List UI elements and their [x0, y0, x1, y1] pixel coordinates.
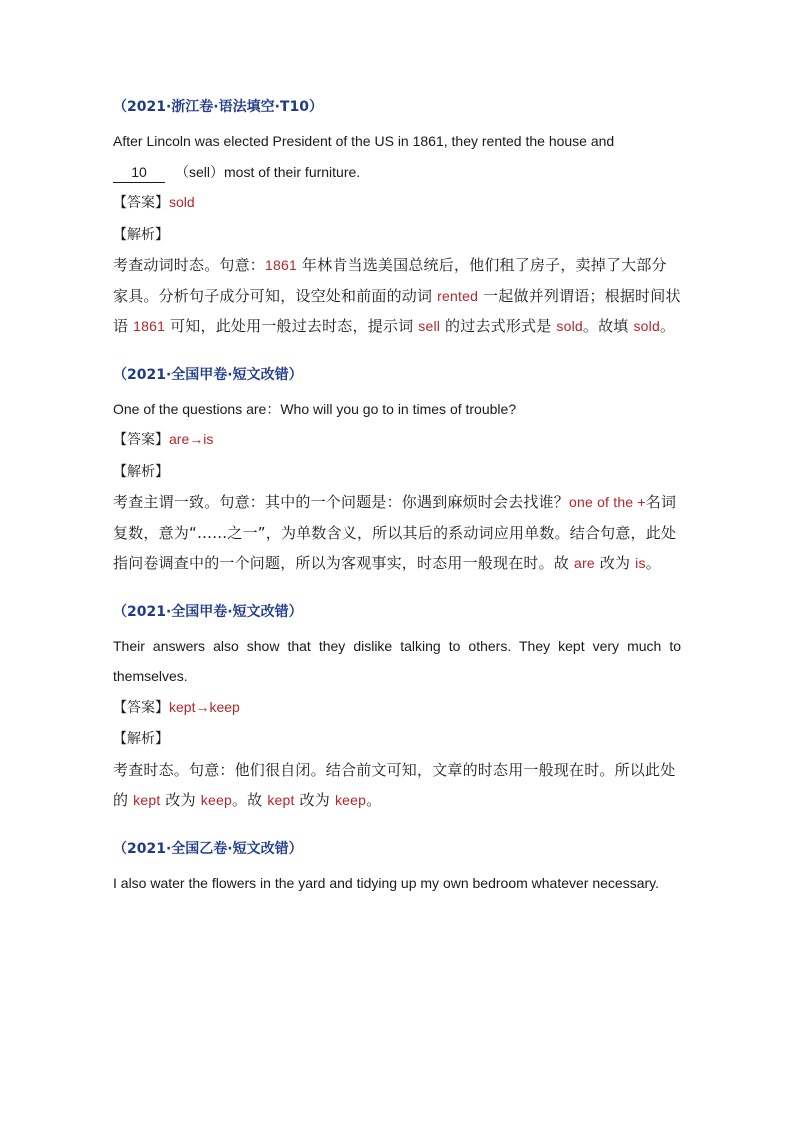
analysis-segment: 。 — [366, 791, 382, 809]
analysis-segment: 名词复数，意为“……之一”，为单数含义，所以其后的系动词应用单数。结合句意，此处指问卷调查中的一个问题，所以为客观事实，时态用一般现在时。故 — [113, 493, 677, 572]
analysis-highlight: 1861 — [133, 318, 166, 334]
analysis-segment: 的过去式形式是 — [440, 317, 557, 335]
analysis-label: 【解析】 — [113, 731, 169, 747]
question-item-4 — [113, 838, 681, 899]
analysis-segment: 。 — [659, 317, 676, 335]
answer-value: sold — [169, 194, 195, 210]
analysis-segment: 考查动词时态。句意： — [113, 256, 266, 274]
question-item-3 — [113, 601, 681, 816]
analysis-highlight: keep — [200, 792, 232, 808]
analysis-label-line — [113, 723, 681, 755]
answer-value: kept→keep — [169, 698, 240, 715]
question-text-continued — [113, 157, 681, 188]
analysis-highlight: is — [635, 555, 646, 571]
question-text: Their answers also show that they dislike talking to others. They kept very much to themselves. — [113, 637, 681, 684]
question-rest: most of their furniture. — [224, 163, 361, 180]
analysis-segment: 。 — [645, 554, 661, 572]
answer-label: 【答案】 — [113, 195, 169, 211]
question-line: One of the questions are：Who will you go to in times of trouble? — [113, 400, 517, 417]
analysis-highlight: one of the + — [569, 494, 646, 510]
analysis-label-line — [113, 456, 681, 488]
analysis-highlight: 1861 — [265, 257, 297, 273]
analysis-text — [113, 487, 681, 579]
analysis-label-line — [113, 219, 681, 251]
analysis-text — [113, 250, 681, 342]
analysis-segment: 改为 — [160, 791, 201, 809]
analysis-label: 【解析】 — [113, 463, 169, 480]
answer-line — [113, 424, 681, 456]
question-text — [113, 126, 681, 157]
analysis-highlight: sold — [633, 318, 660, 334]
analysis-label: 【解析】 — [113, 226, 169, 243]
analysis-segment: 改为 — [294, 791, 335, 809]
fill-blank: 10 — [113, 162, 165, 183]
analysis-segment: 年林肯当选美国总统后，他们租了房子，卖掉了大部分家具。分析句子成分可知，设空处和前面的动词 — [113, 256, 667, 305]
analysis-highlight: are — [573, 555, 595, 571]
item-header: （2021·全国乙卷·短文改错） — [113, 840, 303, 857]
analysis-segment: 可知，此处用一般过去时态，提示词 — [165, 317, 419, 335]
analysis-text — [113, 755, 681, 816]
question-line: After Lincoln was elected President of the US in 1861, they rented the house and — [113, 133, 615, 149]
question-text: I also water the flowers in the yard and tidying up my own bedroom whatever necessary. — [113, 874, 660, 891]
analysis-highlight: sold — [556, 318, 583, 334]
item-header: （2021·全国甲卷·短文改错） — [113, 603, 303, 620]
analysis-highlight: kept — [133, 792, 161, 808]
item-header: （2021·浙江卷·语法填空·T10） — [113, 99, 323, 115]
document-page — [113, 96, 681, 920]
analysis-segment: 考查主谓一致。句意：其中的一个问题是：你遇到麻烦时会去找谁？ — [113, 493, 570, 511]
analysis-highlight: sell — [418, 318, 441, 334]
analysis-segment: 改为 — [594, 554, 636, 572]
answer-value: are→is — [169, 431, 214, 447]
analysis-segment: 。故 — [231, 791, 268, 809]
question-item-2 — [113, 364, 681, 579]
analysis-highlight: rented — [437, 287, 479, 304]
analysis-segment: 考查时态。句意：他们很自闭。结合前文可知，文章的时态用一般现在时。所以此处的 — [113, 760, 676, 809]
question-text — [113, 394, 681, 425]
answer-line — [113, 692, 681, 724]
analysis-highlight: kept — [267, 792, 295, 808]
analysis-highlight: keep — [334, 792, 367, 808]
answer-label: 【答案】 — [113, 432, 169, 448]
answer-label: 【答案】 — [113, 699, 169, 716]
hint-word: （sell） — [175, 163, 225, 180]
question-item-1 — [113, 96, 681, 342]
item-header: （2021·全国甲卷·短文改错） — [113, 366, 303, 383]
analysis-segment: 一起做并列谓语；根据时间状语 — [113, 286, 681, 335]
analysis-segment: 。故填 — [582, 317, 634, 335]
answer-line — [113, 187, 681, 219]
